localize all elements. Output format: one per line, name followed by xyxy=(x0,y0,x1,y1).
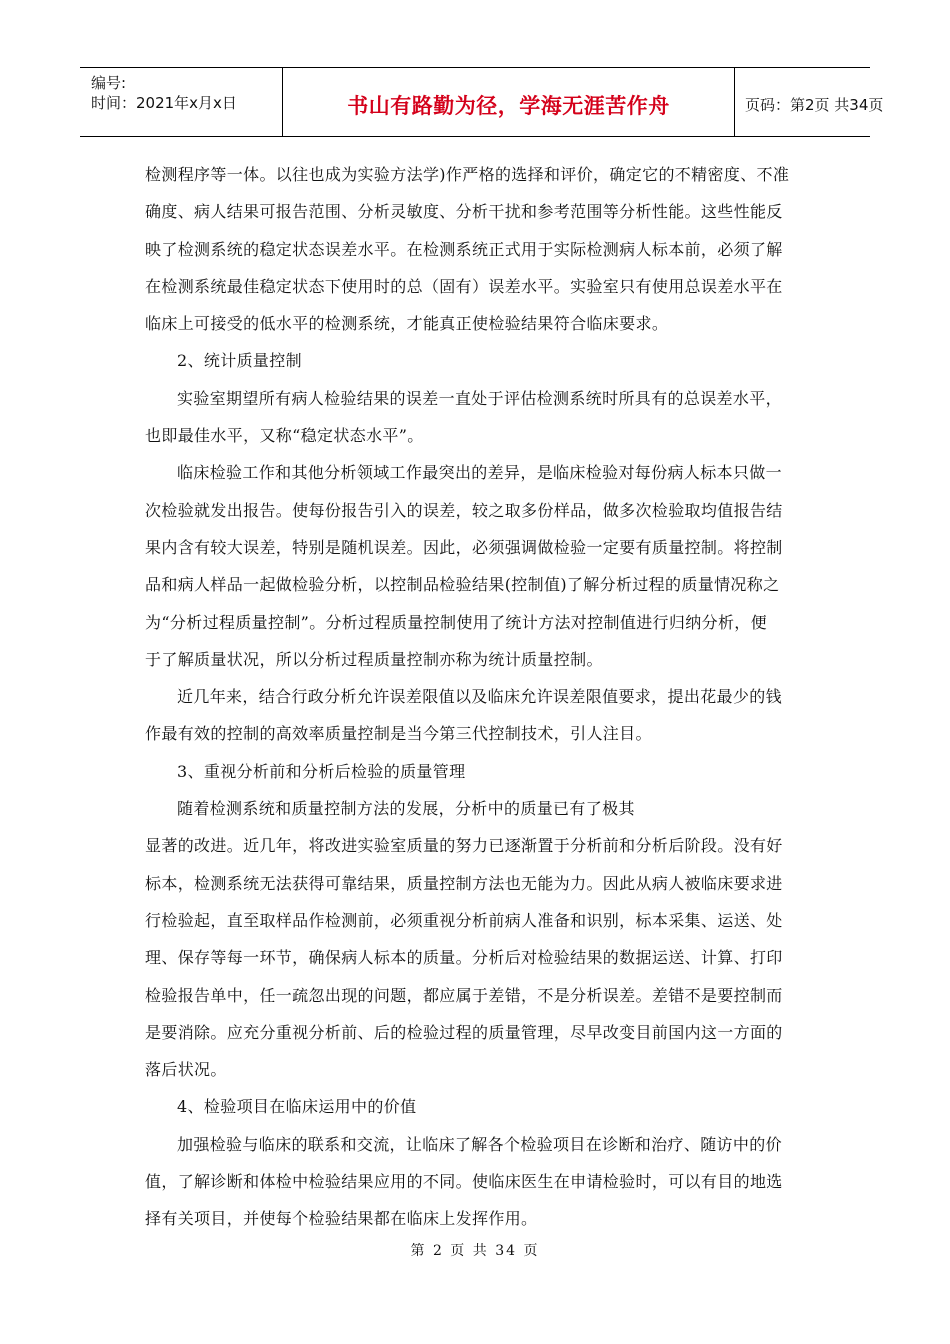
header-page-cell xyxy=(734,68,884,136)
paragraph-line: 检验报告单中，任一疏忽出现的问题，都应属于差错，不是分析误差。差错不是要控制而 xyxy=(145,985,783,1005)
paragraph-line: 品和病人样品一起做检验分析，以控制品检验结果(控制值)了解分析过程的质量情况称之 xyxy=(145,575,780,595)
paragraph-line: 为“分析过程质量控制”。分析过程质量控制使用了统计方法对控制值进行归纳分析，便 xyxy=(145,612,768,632)
body-text xyxy=(145,156,805,1238)
paragraph-line: 近几年来，结合行政分析允许误差限值以及临床允许误差限值要求，提出花最少的钱 xyxy=(177,687,782,707)
paragraph-line: 显著的改进。近几年，将改进实验室质量的努力已逐渐置于分析前和分析后阶段。没有好 xyxy=(145,836,783,856)
paragraph-line: 行检验起，直至取样品作检测前，必须重视分析前病人准备和识别，标本采集、运送、处 xyxy=(145,910,783,930)
paragraph-line: 于了解质量状况，所以分析过程质量控制亦称为统计质量控制。 xyxy=(145,649,603,669)
paragraph-line: 在检测系统最佳稳定状态下使用时的总（固有）误差水平。实验室只有使用总误差水平在 xyxy=(145,276,783,296)
paragraph-line: 实验室期望所有病人检验结果的误差一直处于评估检测系统时所具有的总误差水平， xyxy=(177,388,782,408)
paragraph-line: 次检验就发出报告。使每份报告引入的误差，较之取多份样品，做多次检验取均值报告结 xyxy=(145,500,783,520)
page-footer: 第 2 页 共 34 页 xyxy=(410,1243,540,1259)
paragraph-line: 临床上可接受的低水平的检测系统，才能真正使检验结果符合临床要求。 xyxy=(145,314,669,334)
paragraph-line: 确度、病人结果可报告范围、分析灵敏度、分析干扰和参考范围等分析性能。这些性能反 xyxy=(145,202,783,222)
header-motto: 书山有路勤为径，学海无涯苦作舟 xyxy=(347,94,670,118)
paragraph-line: 标本，检测系统无法获得可靠结果，质量控制方法也无能为力。因此从病人被临床要求进 xyxy=(145,873,783,893)
paragraph-line: 择有关项目，并使每个检验结果都在临床上发挥作用。 xyxy=(145,1209,538,1229)
paragraph-line: 检测程序等一体。以往也成为实验方法学)作严格的选择和评价，确定它的不精密度、不准 xyxy=(145,165,790,184)
section-heading: 2、统计质量控制 xyxy=(177,351,302,371)
header-motto-cell xyxy=(282,68,735,136)
paragraph-line: 加强检验与临床的联系和交流，让临床了解各个检验项目在诊断和治疗、随访中的价 xyxy=(177,1134,782,1154)
page-header xyxy=(80,67,884,137)
paragraph-line: 是要消除。应充分重视分析前、后的检验过程的质量管理，尽早改变目前国内这一方面的 xyxy=(145,1022,783,1042)
paragraph-line: 临床检验工作和其他分析领域工作最突出的差异，是临床检验对每份病人标本只做一 xyxy=(177,463,782,483)
paragraph-line: 也即最佳水平，又称“稳定状态水平”。 xyxy=(145,426,424,446)
paragraph-line: 果内含有较大误差，特别是随机误差。因此，必须强调做检验一定要有质量控制。将控制 xyxy=(145,537,783,557)
document-number-label: 编号: xyxy=(91,74,127,92)
section-heading: 3、重视分析前和分析后检验的质量管理 xyxy=(177,761,466,781)
paragraph-line: 映了检测系统的稳定状态误差水平。在检测系统正式用于实际检测病人标本前，必须了解 xyxy=(145,239,783,259)
paragraph-line: 理、保存等每一环节，确保病人标本的质量。分析后对检验结果的数据运送、计算、打印 xyxy=(145,948,783,968)
header-info-cell xyxy=(80,68,282,136)
paragraph-line: 落后状况。 xyxy=(145,1060,227,1080)
section-heading: 4、检验项目在临床运用中的价值 xyxy=(177,1097,417,1117)
paragraph-line: 作最有效的控制的高效率质量控制是当今第三代控制技术，引人注目。 xyxy=(145,724,652,744)
header-page-number: 页码：第2页 共34页 xyxy=(745,96,884,114)
paragraph-line: 随着检测系统和质量控制方法的发展，分析中的质量已有了极其 xyxy=(177,799,635,819)
paragraph-line: 值，了解诊断和体检中检验结果应用的不同。使临床医生在申请检验时，可以有目的地选 xyxy=(145,1172,783,1192)
date-label: 时间：2021年x月x日 xyxy=(91,94,237,112)
